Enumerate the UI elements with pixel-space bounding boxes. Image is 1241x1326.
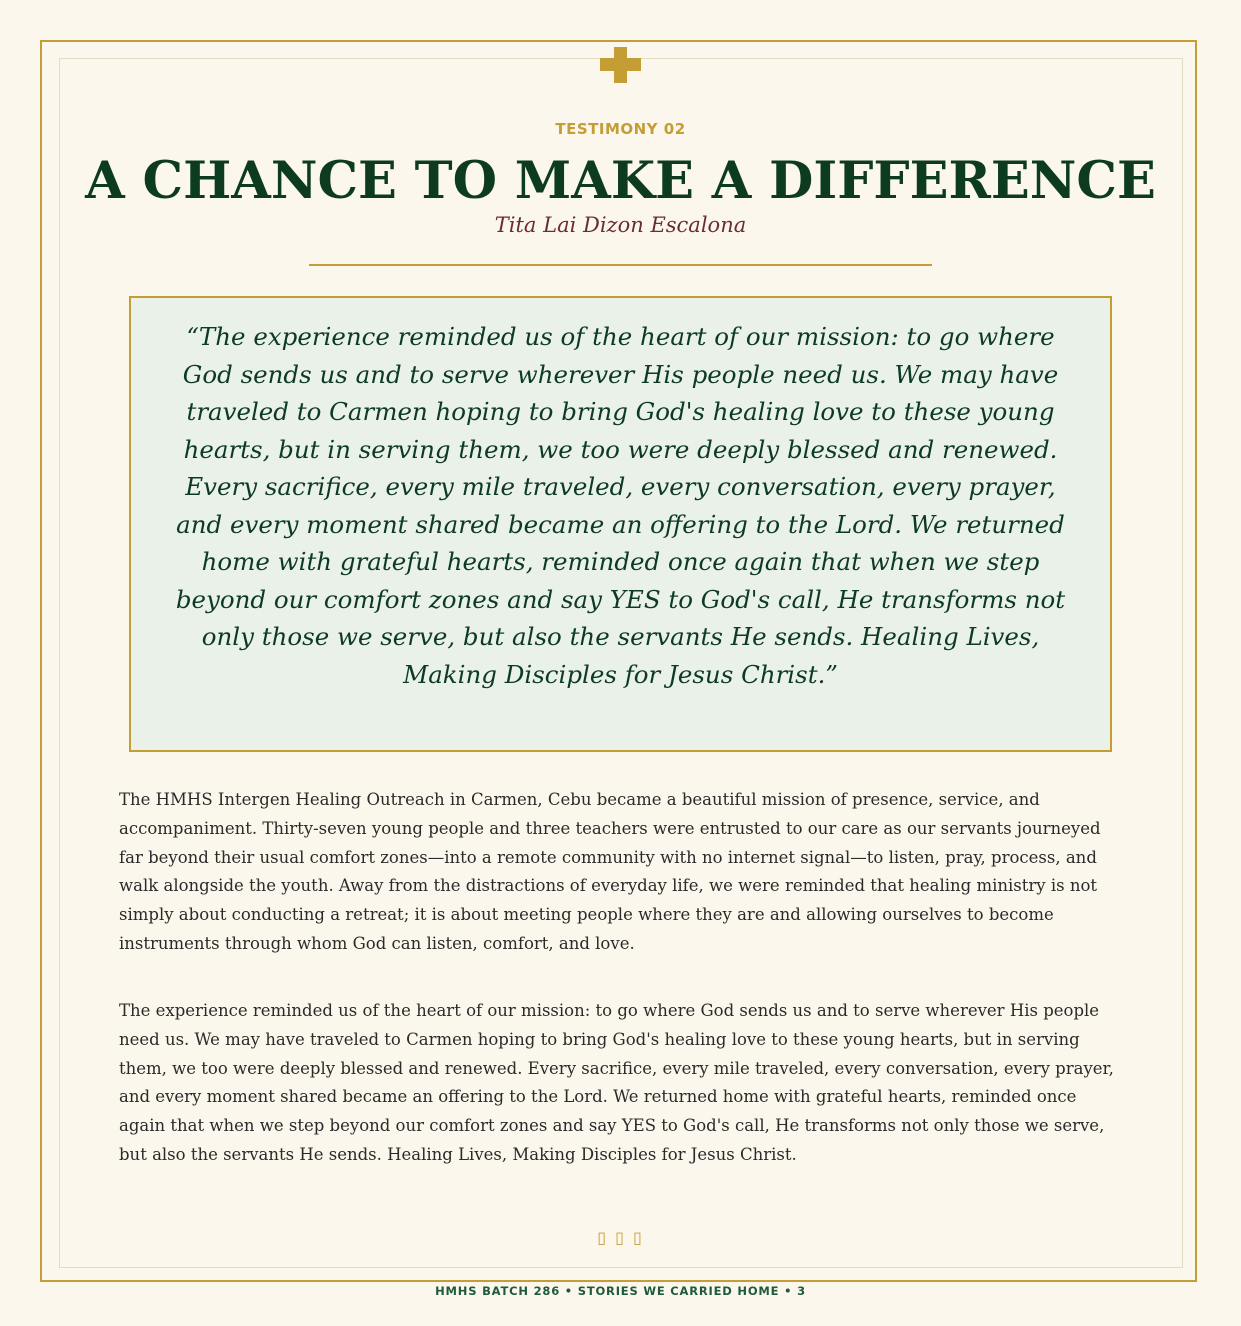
page-title: A CHANCE TO MAKE A DIFFERENCE <box>85 151 1156 211</box>
testimony-label: TESTIMONY 02 <box>555 120 686 138</box>
cross-icon <box>600 47 641 83</box>
title-divider <box>309 264 932 266</box>
section-end-ornament: ▯ ▯ ▯ <box>597 1228 644 1247</box>
pull-quote-box <box>129 296 1112 752</box>
page-footer: HMHS BATCH 286 • STORIES WE CARRIED HOME • 3 <box>435 1284 806 1298</box>
author-name: Tita Lai Dizon Escalona <box>494 213 747 237</box>
body-paragraph-1: The HMHS Intergen Healing Outreach in Carmen, Cebu became a beautiful mission of presence, service, and accompaniment. Thirty-seven young people and three teachers were entrusted to our care as our servants journeyed far beyond their usual comfort zones—into a remote community with no internet signal—to listen, pray, process, and walk alongside the youth. Away from the distractions of everyday life, we were reminded that healing ministry is not simply about conducting a retreat; it is about meeting people where they are and allowing ourselves to become instruments through whom God can listen, comfort, and love. <box>119 790 1101 953</box>
pull-quote-text: “The experience reminded us of the heart of our mission: to go where God sends us and to serve wherever His people need us. We may have traveled to Carmen hoping to bring God's healing love to these young hearts, but in serving them, we too were deeply blessed and renewed. Every sacrifice, every mile traveled, every conversation, every prayer, and every moment shared became an offering to the Lord. We returned home with grateful hearts, reminded once again that when we step beyond our comfort zones and say YES to God's call, He transforms not only those we serve, but also the servants He sends. Healing Lives, Making Disciples for Jesus Christ.” <box>175 322 1066 689</box>
body-paragraph-2: The experience reminded us of the heart of our mission: to go where God sends us and to serve wherever His people need us. We may have traveled to Carmen hoping to bring God's healing love to these young hearts, but in serving them, we too were deeply blessed and renewed. Every sacrifice, every mile traveled, every conversation, every prayer, and every moment shared became an offering to the Lord. We returned home with grateful hearts, reminded once again that when we step beyond our comfort zones and say YES to God's call, He transforms not only those we serve, but also the servants He sends. Healing Lives, Making Disciples for Jesus Christ. <box>119 1001 1114 1164</box>
